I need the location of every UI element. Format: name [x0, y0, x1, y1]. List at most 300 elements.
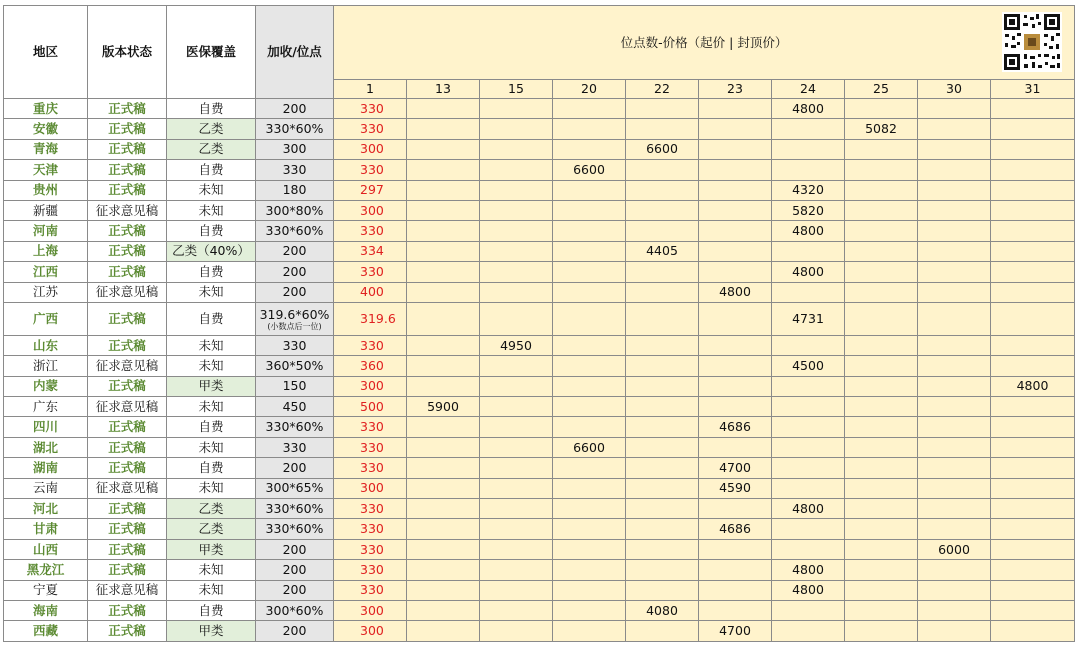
empty-price-cell[interactable] — [991, 180, 1075, 200]
empty-price-cell[interactable] — [845, 437, 918, 457]
empty-price-cell[interactable] — [553, 356, 626, 376]
empty-price-cell[interactable] — [626, 580, 699, 600]
jiashou-cell[interactable] — [256, 580, 334, 600]
empty-price-cell[interactable] — [991, 221, 1075, 241]
empty-price-cell[interactable] — [407, 458, 480, 478]
empty-price-cell[interactable] — [699, 580, 772, 600]
empty-price-cell[interactable] — [407, 200, 480, 220]
empty-price-cell[interactable] — [699, 180, 772, 200]
start-price-cell[interactable]: 330 — [334, 99, 407, 119]
empty-price-cell[interactable] — [918, 241, 991, 261]
empty-price-cell[interactable] — [699, 241, 772, 261]
cap-price-cell[interactable]: 4731 — [772, 302, 845, 335]
status-cell[interactable]: 正式稿 — [88, 458, 167, 478]
empty-price-cell[interactable] — [991, 580, 1075, 600]
region-cell[interactable]: 江西 — [4, 262, 88, 282]
empty-price-cell[interactable] — [699, 539, 772, 559]
empty-price-cell[interactable] — [845, 99, 918, 119]
empty-price-cell[interactable] — [918, 335, 991, 355]
empty-price-cell[interactable] — [845, 560, 918, 580]
empty-price-cell[interactable] — [480, 478, 553, 498]
empty-price-cell[interactable] — [991, 437, 1075, 457]
start-price-cell[interactable]: 334 — [334, 241, 407, 261]
empty-price-cell[interactable] — [699, 119, 772, 139]
region-cell[interactable]: 湖北 — [4, 437, 88, 457]
region-cell[interactable]: 西藏 — [4, 621, 88, 641]
jiashou-cell[interactable] — [256, 560, 334, 580]
coverage-cell[interactable]: 乙类 — [167, 519, 256, 539]
empty-price-cell[interactable] — [772, 376, 845, 396]
region-cell[interactable]: 安徽 — [4, 119, 88, 139]
start-price-cell[interactable]: 330 — [334, 437, 407, 457]
empty-price-cell[interactable] — [626, 376, 699, 396]
start-price-cell[interactable]: 360 — [334, 356, 407, 376]
coverage-cell[interactable]: 自费 — [167, 160, 256, 180]
empty-price-cell[interactable] — [918, 519, 991, 539]
jiashou-cell[interactable] — [256, 302, 334, 335]
empty-price-cell[interactable] — [772, 282, 845, 302]
empty-price-cell[interactable] — [918, 99, 991, 119]
jiashou-cell[interactable] — [256, 539, 334, 559]
status-cell[interactable]: 正式稿 — [88, 519, 167, 539]
start-price-cell[interactable]: 330 — [334, 262, 407, 282]
empty-price-cell[interactable] — [845, 519, 918, 539]
jiashou-cell[interactable] — [256, 99, 334, 119]
empty-price-cell[interactable] — [553, 99, 626, 119]
empty-price-cell[interactable] — [480, 499, 553, 519]
region-cell[interactable]: 天津 — [4, 160, 88, 180]
region-cell[interactable]: 上海 — [4, 241, 88, 261]
position-count-header[interactable]: 1 — [334, 80, 407, 99]
jiashou-cell[interactable] — [256, 600, 334, 620]
empty-price-cell[interactable] — [407, 119, 480, 139]
empty-price-cell[interactable] — [407, 302, 480, 335]
empty-price-cell[interactable] — [480, 458, 553, 478]
empty-price-cell[interactable] — [991, 478, 1075, 498]
empty-price-cell[interactable] — [772, 621, 845, 641]
empty-price-cell[interactable] — [553, 539, 626, 559]
start-price-cell[interactable]: 330 — [334, 160, 407, 180]
empty-price-cell[interactable] — [845, 302, 918, 335]
cap-price-cell[interactable]: 4320 — [772, 180, 845, 200]
cap-price-cell[interactable]: 6600 — [626, 139, 699, 159]
empty-price-cell[interactable] — [553, 376, 626, 396]
empty-price-cell[interactable] — [699, 335, 772, 355]
status-cell[interactable]: 正式稿 — [88, 539, 167, 559]
empty-price-cell[interactable] — [480, 180, 553, 200]
empty-price-cell[interactable] — [918, 160, 991, 180]
empty-price-cell[interactable] — [991, 356, 1075, 376]
empty-price-cell[interactable] — [772, 539, 845, 559]
empty-price-cell[interactable] — [553, 600, 626, 620]
empty-price-cell[interactable] — [626, 417, 699, 437]
empty-price-cell[interactable] — [845, 478, 918, 498]
region-cell[interactable]: 内蒙 — [4, 376, 88, 396]
empty-price-cell[interactable] — [772, 397, 845, 417]
empty-price-cell[interactable] — [407, 621, 480, 641]
empty-price-cell[interactable] — [918, 580, 991, 600]
empty-price-cell[interactable] — [991, 600, 1075, 620]
cap-price-cell[interactable]: 4700 — [699, 458, 772, 478]
cap-price-cell[interactable]: 4405 — [626, 241, 699, 261]
status-cell[interactable]: 征求意见稿 — [88, 478, 167, 498]
position-count-header[interactable]: 23 — [699, 80, 772, 99]
empty-price-cell[interactable] — [991, 119, 1075, 139]
jiashou-cell[interactable] — [256, 397, 334, 417]
empty-price-cell[interactable] — [480, 560, 553, 580]
cap-price-cell[interactable]: 4950 — [480, 335, 553, 355]
empty-price-cell[interactable] — [553, 302, 626, 335]
start-price-cell[interactable]: 330 — [334, 221, 407, 241]
position-count-header[interactable]: 13 — [407, 80, 480, 99]
empty-price-cell[interactable] — [991, 282, 1075, 302]
empty-price-cell[interactable] — [772, 241, 845, 261]
empty-price-cell[interactable] — [407, 221, 480, 241]
coverage-cell[interactable]: 自费 — [167, 99, 256, 119]
start-price-cell[interactable]: 330 — [334, 539, 407, 559]
coverage-cell[interactable]: 乙类 — [167, 139, 256, 159]
empty-price-cell[interactable] — [699, 262, 772, 282]
empty-price-cell[interactable] — [991, 241, 1075, 261]
cap-price-cell[interactable]: 5820 — [772, 200, 845, 220]
coverage-cell[interactable]: 乙类（40%） — [167, 241, 256, 261]
status-cell[interactable]: 正式稿 — [88, 160, 167, 180]
empty-price-cell[interactable] — [553, 560, 626, 580]
empty-price-cell[interactable] — [918, 621, 991, 641]
empty-price-cell[interactable] — [553, 282, 626, 302]
empty-price-cell[interactable] — [626, 262, 699, 282]
empty-price-cell[interactable] — [480, 580, 553, 600]
region-cell[interactable]: 贵州 — [4, 180, 88, 200]
empty-price-cell[interactable] — [553, 262, 626, 282]
coverage-cell[interactable]: 甲类 — [167, 621, 256, 641]
jiashou-cell[interactable] — [256, 262, 334, 282]
cap-price-cell[interactable]: 4800 — [772, 580, 845, 600]
empty-price-cell[interactable] — [699, 139, 772, 159]
empty-price-cell[interactable] — [407, 437, 480, 457]
position-count-header[interactable]: 30 — [918, 80, 991, 99]
jiashou-cell[interactable] — [256, 437, 334, 457]
region-cell[interactable]: 重庆 — [4, 99, 88, 119]
region-cell[interactable]: 江苏 — [4, 282, 88, 302]
coverage-cell[interactable]: 甲类 — [167, 539, 256, 559]
empty-price-cell[interactable] — [407, 580, 480, 600]
empty-price-cell[interactable] — [626, 560, 699, 580]
empty-price-cell[interactable] — [699, 200, 772, 220]
status-cell[interactable]: 征求意见稿 — [88, 282, 167, 302]
empty-price-cell[interactable] — [991, 519, 1075, 539]
cap-price-cell[interactable]: 4800 — [699, 282, 772, 302]
empty-price-cell[interactable] — [553, 119, 626, 139]
empty-price-cell[interactable] — [480, 437, 553, 457]
jiashou-cell[interactable] — [256, 376, 334, 396]
empty-price-cell[interactable] — [845, 221, 918, 241]
status-cell[interactable]: 正式稿 — [88, 335, 167, 355]
empty-price-cell[interactable] — [480, 282, 553, 302]
empty-price-cell[interactable] — [991, 200, 1075, 220]
empty-price-cell[interactable] — [918, 262, 991, 282]
empty-price-cell[interactable] — [480, 221, 553, 241]
empty-price-cell[interactable] — [553, 200, 626, 220]
empty-price-cell[interactable] — [918, 437, 991, 457]
empty-price-cell[interactable] — [991, 397, 1075, 417]
empty-price-cell[interactable] — [626, 356, 699, 376]
coverage-cell[interactable]: 自费 — [167, 600, 256, 620]
start-price-cell[interactable]: 330 — [334, 417, 407, 437]
empty-price-cell[interactable] — [845, 356, 918, 376]
empty-price-cell[interactable] — [699, 397, 772, 417]
jiashou-cell[interactable] — [256, 478, 334, 498]
jiashou-cell[interactable] — [256, 335, 334, 355]
empty-price-cell[interactable] — [407, 335, 480, 355]
region-cell[interactable]: 河南 — [4, 221, 88, 241]
status-cell[interactable]: 正式稿 — [88, 560, 167, 580]
start-price-cell[interactable]: 330 — [334, 519, 407, 539]
empty-price-cell[interactable] — [480, 600, 553, 620]
empty-price-cell[interactable] — [845, 180, 918, 200]
empty-price-cell[interactable] — [991, 560, 1075, 580]
coverage-cell[interactable]: 未知 — [167, 560, 256, 580]
empty-price-cell[interactable] — [553, 458, 626, 478]
empty-price-cell[interactable] — [991, 139, 1075, 159]
empty-price-cell[interactable] — [553, 519, 626, 539]
empty-price-cell[interactable] — [626, 302, 699, 335]
header-jiashou[interactable]: 加收/位点 — [256, 6, 334, 99]
start-price-cell[interactable]: 319.6 — [334, 302, 407, 335]
region-cell[interactable]: 广西 — [4, 302, 88, 335]
empty-price-cell[interactable] — [407, 417, 480, 437]
start-price-cell[interactable]: 400 — [334, 282, 407, 302]
jiashou-cell[interactable] — [256, 621, 334, 641]
empty-price-cell[interactable] — [626, 99, 699, 119]
empty-price-cell[interactable] — [626, 119, 699, 139]
coverage-cell[interactable]: 未知 — [167, 580, 256, 600]
empty-price-cell[interactable] — [845, 139, 918, 159]
empty-price-cell[interactable] — [918, 478, 991, 498]
coverage-cell[interactable]: 未知 — [167, 335, 256, 355]
cap-price-cell[interactable]: 6000 — [918, 539, 991, 559]
cap-price-cell[interactable]: 4800 — [772, 99, 845, 119]
empty-price-cell[interactable] — [407, 262, 480, 282]
jiashou-cell[interactable] — [256, 241, 334, 261]
empty-price-cell[interactable] — [480, 119, 553, 139]
cap-price-cell[interactable]: 6600 — [553, 160, 626, 180]
empty-price-cell[interactable] — [480, 200, 553, 220]
empty-price-cell[interactable] — [845, 335, 918, 355]
coverage-cell[interactable]: 自费 — [167, 302, 256, 335]
empty-price-cell[interactable] — [407, 560, 480, 580]
cap-price-cell[interactable]: 4800 — [772, 499, 845, 519]
position-count-header[interactable]: 15 — [480, 80, 553, 99]
empty-price-cell[interactable] — [626, 180, 699, 200]
empty-price-cell[interactable] — [699, 600, 772, 620]
empty-price-cell[interactable] — [991, 160, 1075, 180]
empty-price-cell[interactable] — [918, 356, 991, 376]
empty-price-cell[interactable] — [991, 262, 1075, 282]
empty-price-cell[interactable] — [991, 302, 1075, 335]
empty-price-cell[interactable] — [918, 397, 991, 417]
empty-price-cell[interactable] — [407, 499, 480, 519]
start-price-cell[interactable]: 500 — [334, 397, 407, 417]
status-cell[interactable]: 正式稿 — [88, 600, 167, 620]
status-cell[interactable]: 正式稿 — [88, 417, 167, 437]
empty-price-cell[interactable] — [553, 180, 626, 200]
jiashou-cell[interactable] — [256, 417, 334, 437]
empty-price-cell[interactable] — [480, 99, 553, 119]
region-cell[interactable]: 青海 — [4, 139, 88, 159]
empty-price-cell[interactable] — [699, 499, 772, 519]
empty-price-cell[interactable] — [845, 200, 918, 220]
jiashou-cell[interactable] — [256, 458, 334, 478]
empty-price-cell[interactable] — [480, 356, 553, 376]
region-cell[interactable]: 山西 — [4, 539, 88, 559]
empty-price-cell[interactable] — [480, 139, 553, 159]
region-cell[interactable]: 黑龙江 — [4, 560, 88, 580]
empty-price-cell[interactable] — [845, 397, 918, 417]
cap-price-cell[interactable]: 4686 — [699, 417, 772, 437]
empty-price-cell[interactable] — [553, 580, 626, 600]
region-cell[interactable]: 云南 — [4, 478, 88, 498]
status-cell[interactable]: 正式稿 — [88, 499, 167, 519]
empty-price-cell[interactable] — [553, 621, 626, 641]
start-price-cell[interactable]: 300 — [334, 478, 407, 498]
coverage-cell[interactable]: 未知 — [167, 282, 256, 302]
coverage-cell[interactable]: 未知 — [167, 397, 256, 417]
coverage-cell[interactable]: 未知 — [167, 478, 256, 498]
empty-price-cell[interactable] — [407, 160, 480, 180]
empty-price-cell[interactable] — [845, 621, 918, 641]
cap-price-cell[interactable]: 4800 — [991, 376, 1075, 396]
start-price-cell[interactable]: 300 — [334, 139, 407, 159]
empty-price-cell[interactable] — [918, 119, 991, 139]
region-cell[interactable]: 甘肃 — [4, 519, 88, 539]
status-cell[interactable]: 正式稿 — [88, 437, 167, 457]
cap-price-cell[interactable]: 4700 — [699, 621, 772, 641]
empty-price-cell[interactable] — [407, 99, 480, 119]
empty-price-cell[interactable] — [480, 376, 553, 396]
empty-price-cell[interactable] — [845, 417, 918, 437]
header-coverage[interactable]: 医保覆盖 — [167, 6, 256, 99]
empty-price-cell[interactable] — [845, 600, 918, 620]
empty-price-cell[interactable] — [626, 478, 699, 498]
region-cell[interactable]: 广东 — [4, 397, 88, 417]
empty-price-cell[interactable] — [699, 160, 772, 180]
empty-price-cell[interactable] — [553, 335, 626, 355]
status-cell[interactable]: 正式稿 — [88, 99, 167, 119]
empty-price-cell[interactable] — [407, 600, 480, 620]
header-status[interactable]: 版本状态 — [88, 6, 167, 99]
position-count-header[interactable]: 31 — [991, 80, 1075, 99]
status-cell[interactable]: 正式稿 — [88, 241, 167, 261]
position-count-header[interactable]: 24 — [772, 80, 845, 99]
start-price-cell[interactable]: 300 — [334, 200, 407, 220]
empty-price-cell[interactable] — [991, 417, 1075, 437]
empty-price-cell[interactable] — [772, 437, 845, 457]
empty-price-cell[interactable] — [918, 139, 991, 159]
empty-price-cell[interactable] — [626, 221, 699, 241]
jiashou-cell[interactable] — [256, 282, 334, 302]
header-price-group[interactable] — [334, 6, 1075, 80]
empty-price-cell[interactable] — [480, 302, 553, 335]
empty-price-cell[interactable] — [553, 221, 626, 241]
position-count-header[interactable]: 20 — [553, 80, 626, 99]
cap-price-cell[interactable]: 4800 — [772, 221, 845, 241]
coverage-cell[interactable]: 未知 — [167, 180, 256, 200]
empty-price-cell[interactable] — [626, 335, 699, 355]
empty-price-cell[interactable] — [626, 397, 699, 417]
region-cell[interactable]: 山东 — [4, 335, 88, 355]
status-cell[interactable]: 征求意见稿 — [88, 200, 167, 220]
empty-price-cell[interactable] — [407, 180, 480, 200]
region-cell[interactable]: 浙江 — [4, 356, 88, 376]
status-cell[interactable]: 正式稿 — [88, 302, 167, 335]
empty-price-cell[interactable] — [699, 221, 772, 241]
jiashou-cell[interactable] — [256, 139, 334, 159]
empty-price-cell[interactable] — [626, 499, 699, 519]
coverage-cell[interactable]: 乙类 — [167, 499, 256, 519]
start-price-cell[interactable]: 300 — [334, 621, 407, 641]
start-price-cell[interactable]: 330 — [334, 560, 407, 580]
jiashou-cell[interactable] — [256, 200, 334, 220]
coverage-cell[interactable]: 未知 — [167, 437, 256, 457]
empty-price-cell[interactable] — [845, 262, 918, 282]
empty-price-cell[interactable] — [407, 356, 480, 376]
coverage-cell[interactable]: 甲类 — [167, 376, 256, 396]
empty-price-cell[interactable] — [626, 160, 699, 180]
empty-price-cell[interactable] — [772, 119, 845, 139]
empty-price-cell[interactable] — [845, 160, 918, 180]
position-count-header[interactable]: 25 — [845, 80, 918, 99]
empty-price-cell[interactable] — [480, 397, 553, 417]
empty-price-cell[interactable] — [918, 600, 991, 620]
empty-price-cell[interactable] — [480, 539, 553, 559]
empty-price-cell[interactable] — [991, 335, 1075, 355]
jiashou-cell[interactable] — [256, 499, 334, 519]
empty-price-cell[interactable] — [626, 519, 699, 539]
cap-price-cell[interactable]: 6600 — [553, 437, 626, 457]
coverage-cell[interactable]: 未知 — [167, 200, 256, 220]
empty-price-cell[interactable] — [772, 458, 845, 478]
empty-price-cell[interactable] — [626, 621, 699, 641]
region-cell[interactable]: 宁夏 — [4, 580, 88, 600]
empty-price-cell[interactable] — [626, 539, 699, 559]
empty-price-cell[interactable] — [407, 376, 480, 396]
status-cell[interactable]: 征求意见稿 — [88, 356, 167, 376]
empty-price-cell[interactable] — [772, 478, 845, 498]
empty-price-cell[interactable] — [845, 282, 918, 302]
empty-price-cell[interactable] — [918, 180, 991, 200]
empty-price-cell[interactable] — [845, 458, 918, 478]
status-cell[interactable]: 正式稿 — [88, 621, 167, 641]
empty-price-cell[interactable] — [845, 241, 918, 261]
empty-price-cell[interactable] — [407, 282, 480, 302]
empty-price-cell[interactable] — [699, 99, 772, 119]
empty-price-cell[interactable] — [918, 376, 991, 396]
start-price-cell[interactable]: 297 — [334, 180, 407, 200]
coverage-cell[interactable]: 乙类 — [167, 119, 256, 139]
empty-price-cell[interactable] — [772, 417, 845, 437]
empty-price-cell[interactable] — [407, 241, 480, 261]
empty-price-cell[interactable] — [845, 376, 918, 396]
status-cell[interactable]: 正式稿 — [88, 180, 167, 200]
cap-price-cell[interactable]: 4800 — [772, 262, 845, 282]
empty-price-cell[interactable] — [480, 262, 553, 282]
empty-price-cell[interactable] — [407, 478, 480, 498]
position-count-header[interactable]: 22 — [626, 80, 699, 99]
cap-price-cell[interactable]: 4800 — [772, 560, 845, 580]
start-price-cell[interactable]: 330 — [334, 335, 407, 355]
empty-price-cell[interactable] — [772, 519, 845, 539]
